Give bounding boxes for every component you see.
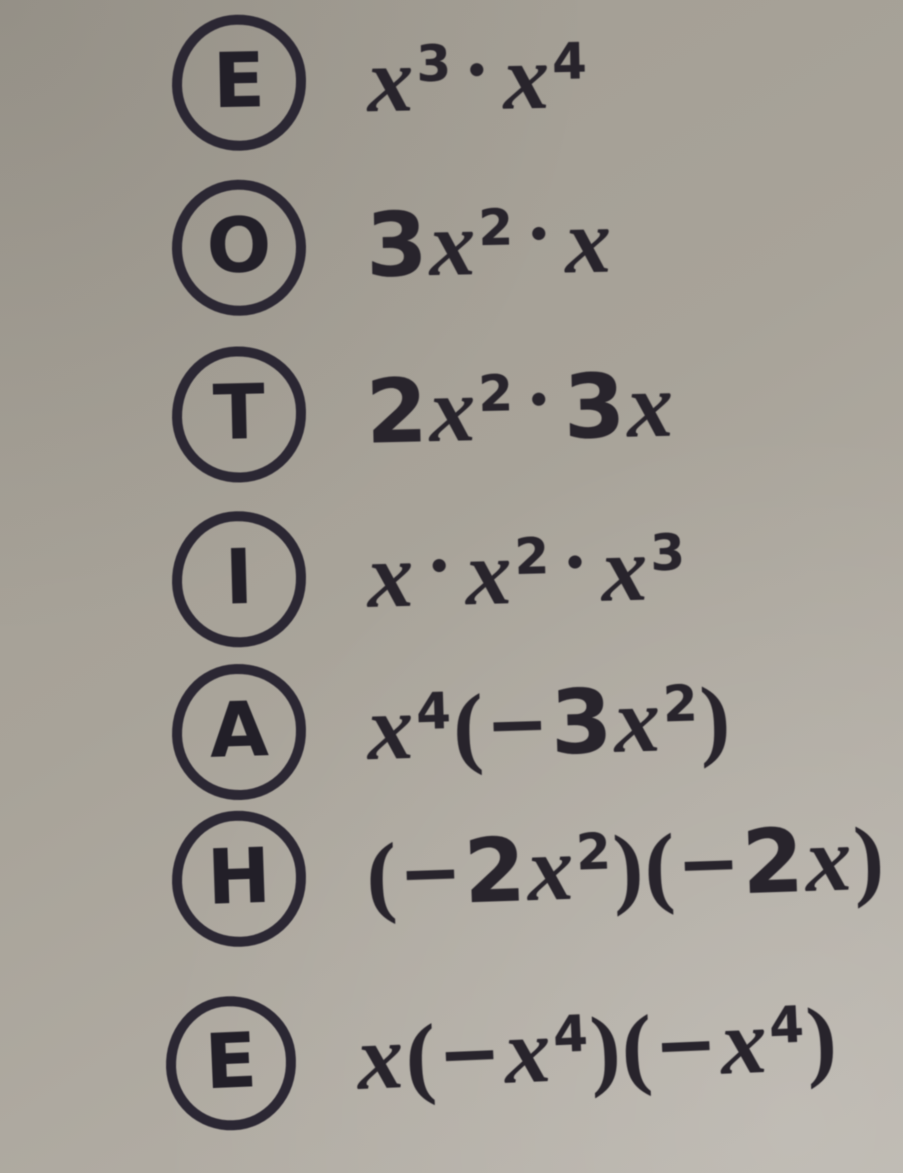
math-var: x	[803, 807, 854, 911]
math-sup: 3	[649, 523, 687, 583]
math-sup: 2	[662, 674, 699, 734]
math-paren: )	[611, 816, 646, 918]
math-minus: −	[484, 679, 551, 770]
math-dot: •	[562, 540, 588, 585]
choice-circle	[170, 809, 308, 949]
math-sup: 2	[575, 822, 613, 882]
math-var: x	[525, 816, 576, 921]
math-dot: •	[526, 212, 552, 256]
choice-letter: H	[205, 830, 273, 922]
math-paren: (	[403, 1005, 439, 1107]
math-sup: 4	[415, 681, 453, 741]
math-num: 3	[562, 354, 627, 460]
math-minus: −	[436, 1008, 504, 1099]
math-sup: 2	[477, 198, 514, 258]
math-var: x	[428, 358, 477, 462]
math-expression	[364, 189, 614, 298]
answer-row	[163, 966, 840, 1138]
math-var: x	[625, 353, 675, 457]
math-num: 3	[364, 193, 429, 298]
math-expression	[364, 807, 886, 926]
math-expression	[364, 353, 676, 464]
math-minus: −	[675, 818, 743, 909]
math-var: x	[564, 189, 613, 293]
math-var: x	[502, 25, 551, 129]
math-sup: 2	[477, 364, 514, 424]
math-num: 2	[364, 359, 430, 464]
math-expression	[365, 517, 688, 627]
math-dot: •	[426, 544, 453, 588]
math-var: x	[464, 521, 514, 625]
math-sup: 4	[551, 1004, 590, 1064]
math-paren: (	[642, 815, 677, 917]
answer-row	[170, 785, 887, 953]
answer-row	[171, 169, 615, 321]
math-expression	[365, 25, 589, 132]
math-dot: •	[526, 377, 552, 422]
math-var: x	[428, 192, 477, 296]
math-num: 3	[549, 669, 615, 775]
math-var: x	[365, 675, 416, 780]
math-paren: )	[698, 668, 732, 770]
math-var: x	[718, 989, 770, 1094]
math-paren: (	[619, 996, 655, 1098]
math-paren: (	[364, 824, 399, 926]
math-sup: 2	[513, 527, 551, 587]
math-expression	[354, 988, 839, 1109]
math-paren: )	[588, 997, 623, 1100]
choice-circle	[170, 345, 307, 484]
math-sup: 3	[415, 34, 453, 94]
choice-circle	[171, 178, 308, 317]
choice-letter: O	[205, 200, 273, 291]
answer-row	[170, 496, 688, 653]
math-var: x	[366, 28, 415, 132]
choice-circle	[171, 13, 308, 152]
math-minus: −	[397, 827, 464, 918]
math-sup: 4	[551, 32, 588, 91]
math-minus: −	[652, 999, 720, 1090]
answer-row	[170, 645, 733, 806]
math-num: 2	[462, 818, 528, 924]
math-var: x	[612, 668, 663, 772]
answer-row	[170, 333, 676, 488]
choice-letter: A	[208, 684, 270, 775]
math-dot: •	[464, 48, 490, 92]
choice-circle	[163, 994, 298, 1133]
choice-letter: E	[203, 1015, 259, 1107]
choice-circle	[170, 510, 308, 649]
choice-circle	[170, 662, 308, 802]
math-var: x	[599, 517, 650, 621]
math-paren: (	[451, 675, 486, 777]
answer-row	[171, 4, 590, 156]
choice-letter: I	[223, 531, 255, 622]
math-var: x	[365, 523, 416, 627]
math-paren: )	[852, 808, 886, 910]
math-paren: )	[804, 988, 839, 1091]
math-sup: 4	[768, 995, 806, 1055]
math-num: 2	[740, 808, 806, 914]
math-var: x	[502, 998, 554, 1103]
choice-letter: T	[212, 366, 266, 458]
math-expression	[365, 668, 733, 780]
choice-letter: E	[212, 35, 266, 126]
math-var: x	[355, 1005, 406, 1109]
